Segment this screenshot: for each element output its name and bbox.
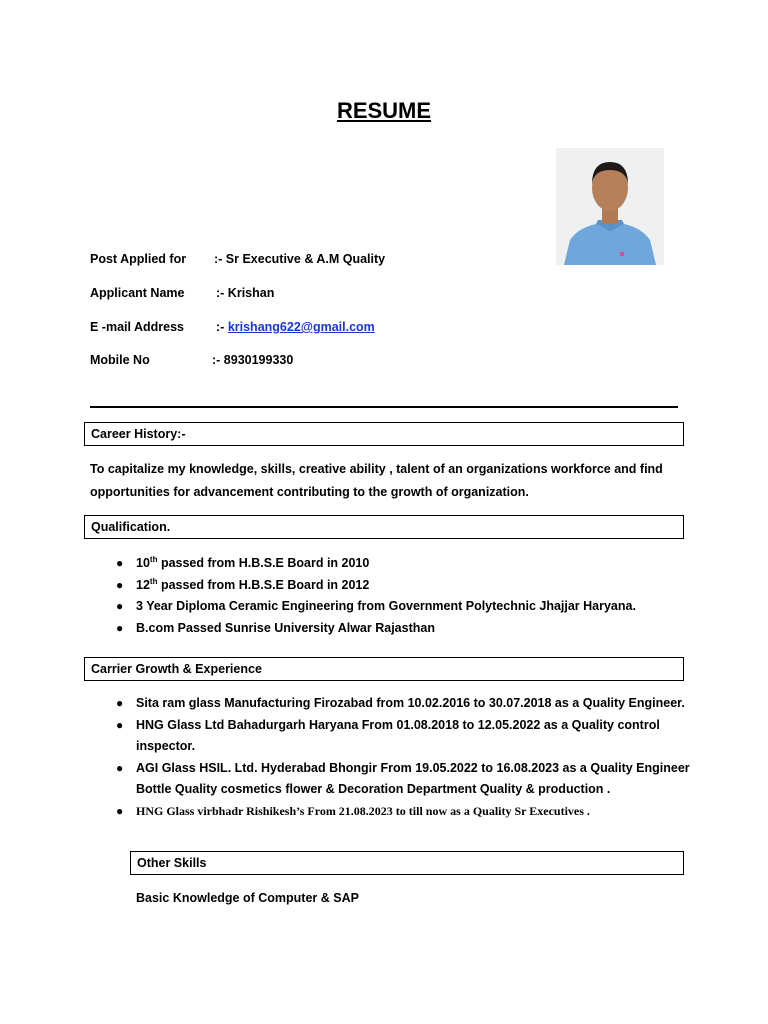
list-item: ● HNG Glass Ltd Bahadurgarh Haryana From 01.08.2018 to 12.05.2022 as a Quality control inspector. bbox=[116, 717, 660, 753]
career-history-text: To capitalize my knowledge, skills, creative ability , talent of an organizations workforce and find opportunities for advancement contributing to the growth of organization. bbox=[90, 462, 663, 499]
experience-list bbox=[90, 693, 690, 822]
list-item: ● B.com Passed Sunrise University Alwar Rajasthan bbox=[116, 620, 435, 635]
applicant-name-value: :- Krishan bbox=[216, 286, 275, 300]
applicant-name-label: Applicant Name bbox=[90, 286, 185, 300]
header-divider bbox=[90, 406, 678, 408]
list-item: ● 12th passed from H.B.S.E Board in 2012 bbox=[116, 576, 370, 592]
career-history-heading: Career History:- bbox=[84, 422, 684, 446]
list-item: ● Sita ram glass Manufacturing Firozabad from 10.02.2016 to 30.07.2018 as a Quality Engineer. bbox=[116, 696, 685, 710]
email-link[interactable]: krishang622@gmail.com bbox=[227, 320, 375, 334]
other-skills-text: Basic Knowledge of Computer & SAP bbox=[136, 891, 359, 905]
qualification-heading: Qualification. bbox=[84, 515, 684, 539]
email-prefix: :- bbox=[216, 320, 228, 334]
post-applied-label: Post Applied for bbox=[90, 252, 187, 266]
resume-title: RESUME bbox=[336, 98, 432, 123]
mobile-label: Mobile No bbox=[90, 353, 150, 367]
experience-heading: Carrier Growth & Experience bbox=[84, 657, 684, 681]
other-skills-heading: Other Skills bbox=[130, 851, 684, 875]
mobile-value: :- 8930199330 bbox=[212, 353, 294, 367]
qualification-list bbox=[90, 553, 690, 639]
list-item: ● 10th passed from H.B.S.E Board in 2010 bbox=[116, 554, 370, 570]
applicant-photo bbox=[556, 148, 664, 265]
email-value bbox=[216, 320, 375, 334]
list-item: ● 3 Year Diploma Ceramic Engineering from Government Polytechnic Jhajjar Haryana. bbox=[116, 599, 636, 613]
list-item: ● AGI Glass HSIL. Ltd. Hyderabad Bhongir From 19.05.2022 to 16.08.2023 as a Quality Engineer Bottle Quality cosmetics flower & Decoration Department Quality & production . bbox=[116, 760, 690, 796]
email-label: E -mail Address bbox=[90, 320, 185, 334]
list-item: ● HNG Glass virbhadr Rishikesh’s From 21.08.2023 to till now as a Quality Sr Executives . bbox=[116, 803, 590, 818]
post-applied-value: :- Sr Executive & A.M Quality bbox=[214, 252, 386, 266]
